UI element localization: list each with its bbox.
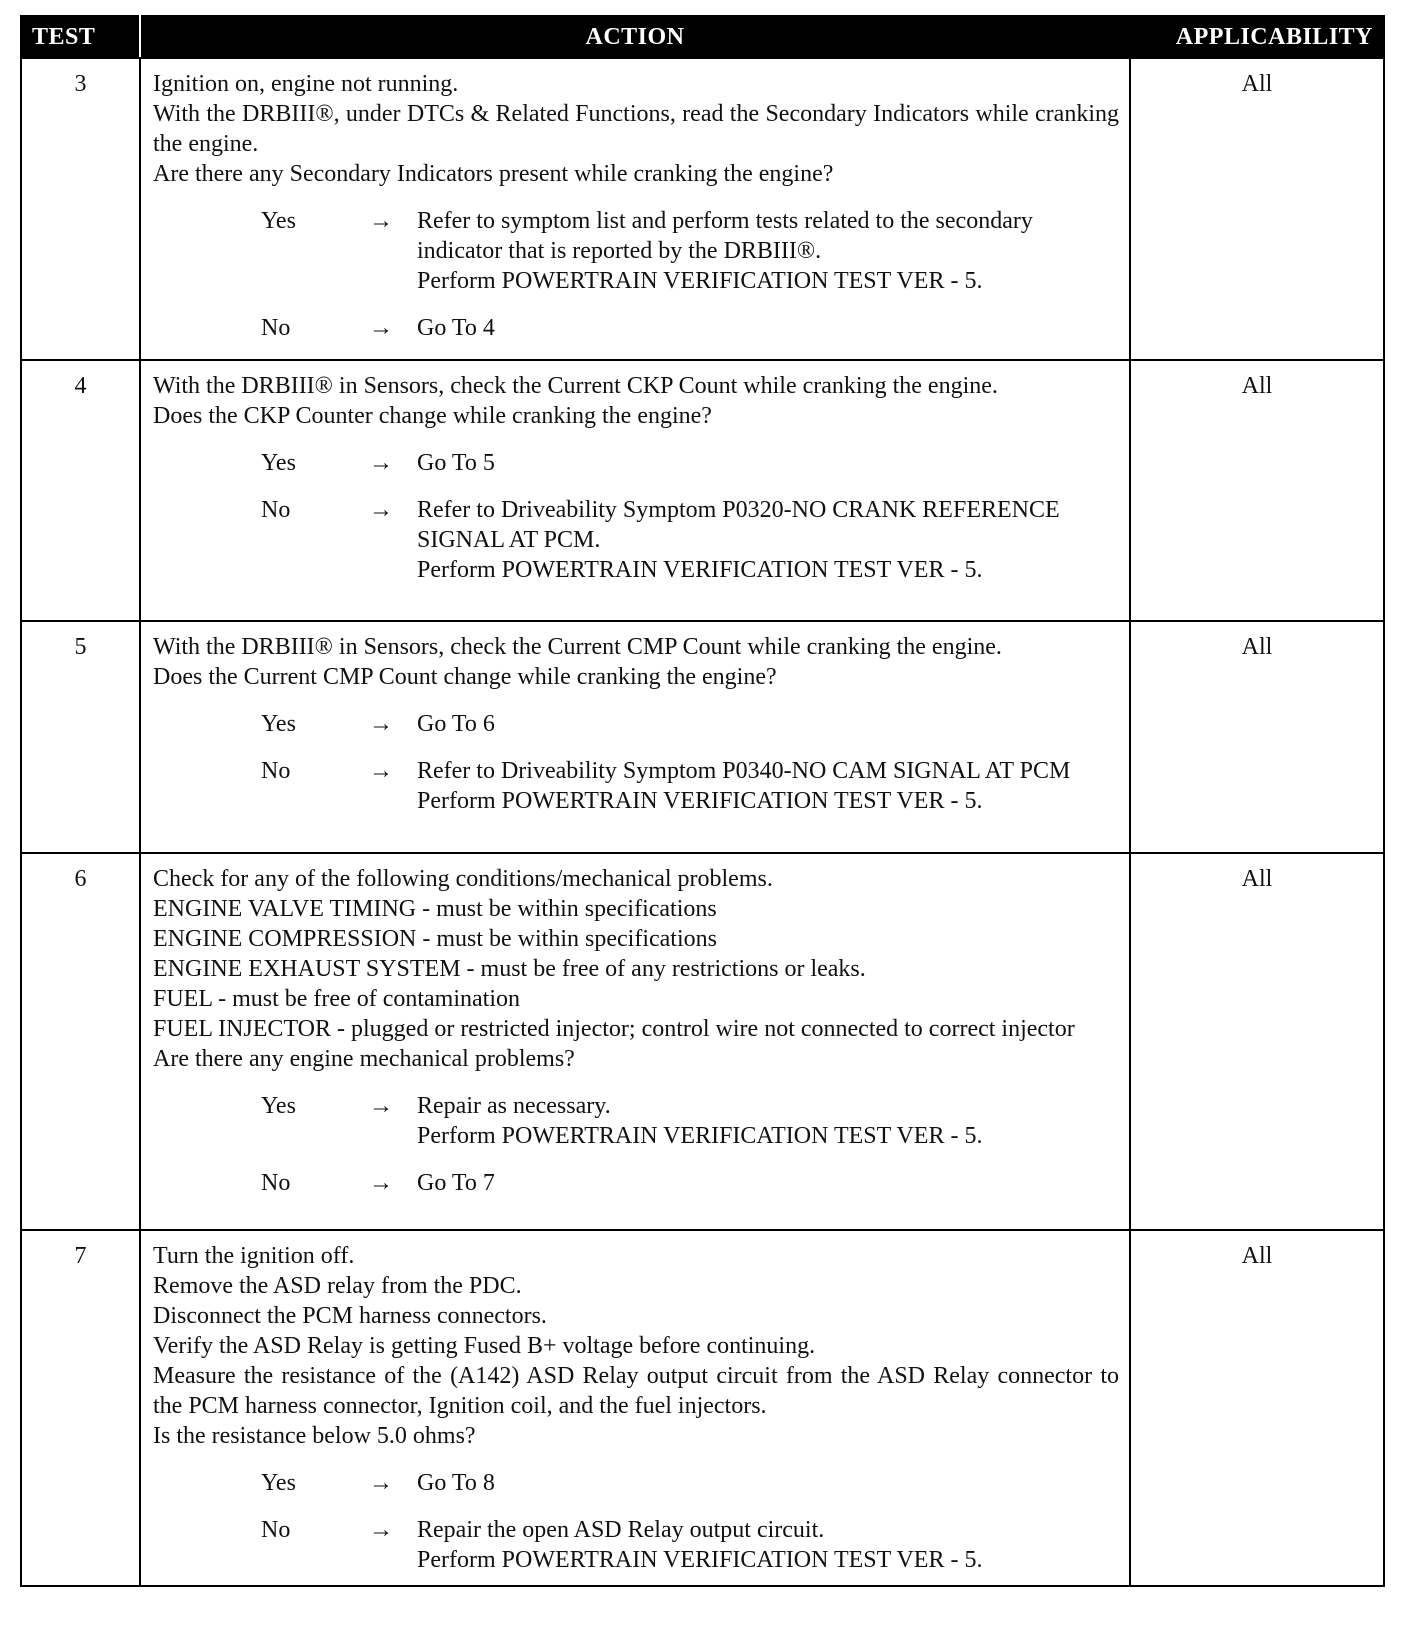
diagnostic-test-table <box>20 15 1383 1587</box>
instruction-line: With the DRBIII®, under DTCs & Related Functions, read the Secondary Indicators while cranking the engine. <box>153 101 1119 157</box>
test-row <box>21 360 1384 621</box>
action-instructions <box>153 1241 1119 1451</box>
answer-label: No <box>261 497 291 523</box>
test-table <box>20 15 1385 1587</box>
test-number: 7 <box>21 1230 140 1586</box>
instruction-line: ENGINE VALVE TIMING - must be within specifications <box>153 896 717 922</box>
answer-label: Yes <box>261 208 296 234</box>
answer-label: Yes <box>261 1093 296 1119</box>
action-cell <box>140 360 1130 621</box>
instruction-line: Does the CKP Counter change while cranking the engine? <box>153 403 712 429</box>
answer-response <box>417 495 1119 585</box>
response-line: Perform POWERTRAIN VERIFICATION TEST VER - 5. <box>417 557 983 583</box>
answer-response <box>417 756 1119 816</box>
answer-no <box>153 756 1119 816</box>
answer-yes <box>153 206 1119 296</box>
response-line: Repair as necessary. <box>417 1093 611 1119</box>
header-action: ACTION <box>140 16 1130 58</box>
test-row <box>21 853 1384 1230</box>
instruction-line: Ignition on, engine not running. <box>153 71 459 97</box>
response-line: Go To 6 <box>417 711 495 737</box>
instruction-line: Check for any of the following conditions/mechanical problems. <box>153 866 773 892</box>
test-number: 6 <box>21 853 140 1230</box>
applicability-value: All <box>1130 621 1384 853</box>
answer-yes <box>153 1468 1119 1498</box>
answer-response <box>417 1091 1119 1151</box>
right-arrow-icon: → <box>369 315 393 341</box>
instruction-line: Disconnect the PCM harness connectors. <box>153 1303 547 1329</box>
action-instructions <box>153 864 1119 1074</box>
answer-response <box>417 313 1119 343</box>
action-cell <box>140 621 1130 853</box>
right-arrow-icon: → <box>369 450 393 476</box>
right-arrow-icon: → <box>369 1170 393 1196</box>
test-row <box>21 58 1384 360</box>
applicability-value: All <box>1130 853 1384 1230</box>
action-instructions <box>153 632 1119 692</box>
answer-label: Yes <box>261 1470 296 1496</box>
response-line: Refer to symptom list and perform tests related to the secondary indicator that is reported by the DRBIII®. <box>417 208 1033 264</box>
instruction-line: ENGINE EXHAUST SYSTEM - must be free of any restrictions or leaks. <box>153 956 866 982</box>
right-arrow-icon: → <box>369 758 393 784</box>
instruction-line: Turn the ignition off. <box>153 1243 355 1269</box>
action-cell <box>140 1230 1130 1586</box>
right-arrow-icon: → <box>369 711 393 737</box>
instruction-line: Are there any engine mechanical problems? <box>153 1046 575 1072</box>
instruction-line: Are there any Secondary Indicators present while cranking the engine? <box>153 161 834 187</box>
instruction-line: With the DRBIII® in Sensors, check the Current CMP Count while cranking the engine. <box>153 634 1002 660</box>
response-line: Refer to Driveability Symptom P0340-NO CAM SIGNAL AT PCM <box>417 758 1071 784</box>
instruction-line: ENGINE COMPRESSION - must be within specifications <box>153 926 717 952</box>
applicability-value: All <box>1130 360 1384 621</box>
answer-label: No <box>261 1517 291 1543</box>
instruction-line: FUEL - must be free of contamination <box>153 986 521 1012</box>
response-line: Go To 4 <box>417 315 495 341</box>
answer-no <box>153 495 1119 585</box>
right-arrow-icon: → <box>369 208 393 234</box>
answer-label: Yes <box>261 450 296 476</box>
answer-label: No <box>261 315 291 341</box>
test-number: 3 <box>21 58 140 360</box>
response-line: Go To 5 <box>417 450 495 476</box>
applicability-value: All <box>1130 58 1384 360</box>
answer-yes <box>153 709 1119 739</box>
response-line: Go To 7 <box>417 1170 495 1196</box>
instruction-line: Verify the ASD Relay is getting Fused B+ voltage before continuing. <box>153 1333 816 1359</box>
response-line: Repair the open ASD Relay output circuit. <box>417 1517 825 1543</box>
answer-response <box>417 1168 1119 1198</box>
header-row <box>21 16 1384 58</box>
instruction-line: Is the resistance below 5.0 ohms? <box>153 1423 476 1449</box>
answer-yes <box>153 448 1119 478</box>
answer-response <box>417 206 1119 296</box>
instruction-line: Measure the resistance of the (A142) ASD Relay output circuit from the ASD Relay connector to the PCM harness connector, Ignition coil, and the fuel injectors. <box>153 1363 1119 1419</box>
response-line: Perform POWERTRAIN VERIFICATION TEST VER - 5. <box>417 1123 983 1149</box>
answer-yes <box>153 1091 1119 1151</box>
right-arrow-icon: → <box>369 1470 393 1496</box>
instruction-line: Remove the ASD relay from the PDC. <box>153 1273 522 1299</box>
action-cell <box>140 58 1130 360</box>
answer-response <box>417 448 1119 478</box>
answer-label: No <box>261 1170 291 1196</box>
action-instructions <box>153 371 1119 431</box>
answer-response <box>417 1515 1119 1575</box>
right-arrow-icon: → <box>369 1093 393 1119</box>
response-line: Perform POWERTRAIN VERIFICATION TEST VER - 5. <box>417 1547 983 1573</box>
response-line: Perform POWERTRAIN VERIFICATION TEST VER - 5. <box>417 788 983 814</box>
test-row <box>21 621 1384 853</box>
answer-response <box>417 709 1119 739</box>
response-line: Go To 8 <box>417 1470 495 1496</box>
response-line: Refer to Driveability Symptom P0320-NO CRANK REFERENCE SIGNAL AT PCM. <box>417 497 1060 553</box>
right-arrow-icon: → <box>369 497 393 523</box>
answer-no <box>153 313 1119 343</box>
test-number: 4 <box>21 360 140 621</box>
applicability-value: All <box>1130 1230 1384 1586</box>
answer-label: No <box>261 758 291 784</box>
instruction-line: Does the Current CMP Count change while cranking the engine? <box>153 664 777 690</box>
right-arrow-icon: → <box>369 1517 393 1543</box>
answer-response <box>417 1468 1119 1498</box>
answer-label: Yes <box>261 711 296 737</box>
response-line: Perform POWERTRAIN VERIFICATION TEST VER - 5. <box>417 268 983 294</box>
answer-no <box>153 1168 1119 1198</box>
instruction-line: With the DRBIII® in Sensors, check the Current CKP Count while cranking the engine. <box>153 373 998 399</box>
header-test: TEST <box>21 16 140 58</box>
action-cell <box>140 853 1130 1230</box>
test-row <box>21 1230 1384 1586</box>
action-instructions <box>153 69 1119 189</box>
test-number: 5 <box>21 621 140 853</box>
header-applicability: APPLICABILITY <box>1130 16 1384 58</box>
instruction-line: FUEL INJECTOR - plugged or restricted injector; control wire not connected to correct injector <box>153 1016 1075 1042</box>
answer-no <box>153 1515 1119 1575</box>
